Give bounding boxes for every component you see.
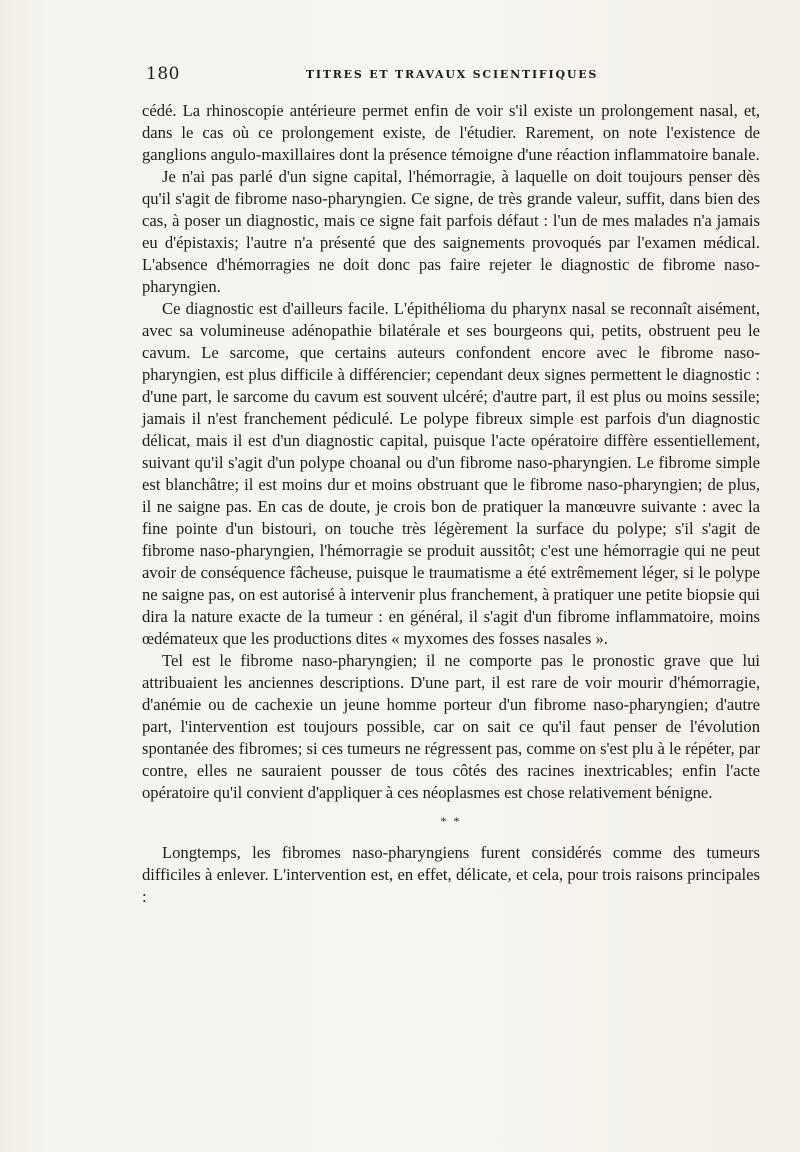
- running-title: TITRES ET TRAVAUX SCIENTIFIQUES: [305, 68, 599, 81]
- page-header: [146, 64, 758, 86]
- paragraph-continuation: cédé. La rhinoscopie antérieure permet enfin de voir s'il existe un prolongement nasal, et, dans le cas où ce prolongement existe, de l'étudier. Rarement, on note l'existence de ganglions angulo-maxillaires dont la présence témoigne d'une réaction inflammatoire banale.: [142, 101, 760, 164]
- section-separator: * *: [440, 814, 462, 828]
- paragraph-intervention: Longtemps, les fibromes naso-pharyngiens furent considérés comme des tumeurs difficiles à enlever. L'intervention est, en effet, délicate, et cela, pour trois raisons principales :: [142, 843, 760, 906]
- paragraph-diagnosis: Ce diagnostic est d'ailleurs facile. L'épithélioma du pharynx nasal se reconnaît aisément, avec sa volumineuse adénopathie bilatérale et ses bourgeons qui, petits, obstruent peu le cavum. Le sarcome, que certains auteurs confondent encore avec le fibrome naso-pharyngien, est plus difficile à différencier; cependant deux signes permettent le diagnostic : d'une part, le sarcome du cavum est souvent ulcéré; d'autre part, il est plus ou moins sessile; jamais il n'est franchement pédiculé. Le polype fibreux simple est parfois d'un diagnostic délicat, mais il est d'un diagnostic capital, puisque l'acte opératoire diffère essentiellement, suivant qu'il s'agit d'un polype choanal ou d'un fibrome naso-pharyngien. Le fibrome simple est blanchâtre; il est moins dur et moins obstruant que le fibrome naso-pharyngien; de plus, il ne saigne pas. En cas de doute, je crois bon de pratiquer la manœuvre suivante : avec la fine pointe d'un bistouri, on touche très légèrement la surface du polype; s'il s'agit de fibrome naso-pharyngien, l'hémorragie se produit aussitôt; c'est une hémorragie qui ne peut avoir de conséquence fâcheuse, puisque le traumatisme a été extrêmement léger, si le polype ne saigne pas, on est autorisé à intervenir plus franchement, à pratiquer une petite biopsie qui dira la nature exacte de la tumeur : en général, il s'agit d'un fibrome inflammatoire, moins œdémateux que les productions dites « myxomes des fosses nasales ».: [142, 299, 760, 648]
- paragraph-hemorrhage: Je n'ai pas parlé d'un signe capital, l'hémorragie, à laquelle on doit toujours penser dès qu'il s'agit de fibrome naso-pharyngien. Ce signe, de très grande valeur, suffit, dans bien des cas, à poser un diagnostic, mais ce signe fait parfois défaut : l'un de mes malades n'a jamais eu d'épistaxis; l'autre n'a présenté que des saignements provoqués par l'examen médical. L'absence d'hémorragies ne doit donc pas faire rejeter le diagnostic de fibrome naso-pharyngien.: [142, 167, 760, 296]
- page-number: 180: [146, 64, 180, 84]
- body-text: [142, 100, 760, 908]
- paragraph-prognosis: Tel est le fibrome naso-pharyngien; il ne comporte pas le pronostic grave que lui attribuaient les anciennes descriptions. D'une part, il est rare de voir mourir d'hémorragie, d'anémie ou de cachexie un jeune homme porteur d'un fibrome naso-pharyngien; d'autre part, l'intervention est toujours possible, car on sait ce qu'il faut penser de l'évolution spontanée des fibromes; si ces tumeurs ne régressent pas, comme on s'est plu à le répéter, par contre, elles ne sauraient pousser de tous côtés des racines inextricables; enfin l'acte opératoire qu'il convient d'appliquer à ces néoplasmes est chose relativement bénigne.: [142, 651, 760, 802]
